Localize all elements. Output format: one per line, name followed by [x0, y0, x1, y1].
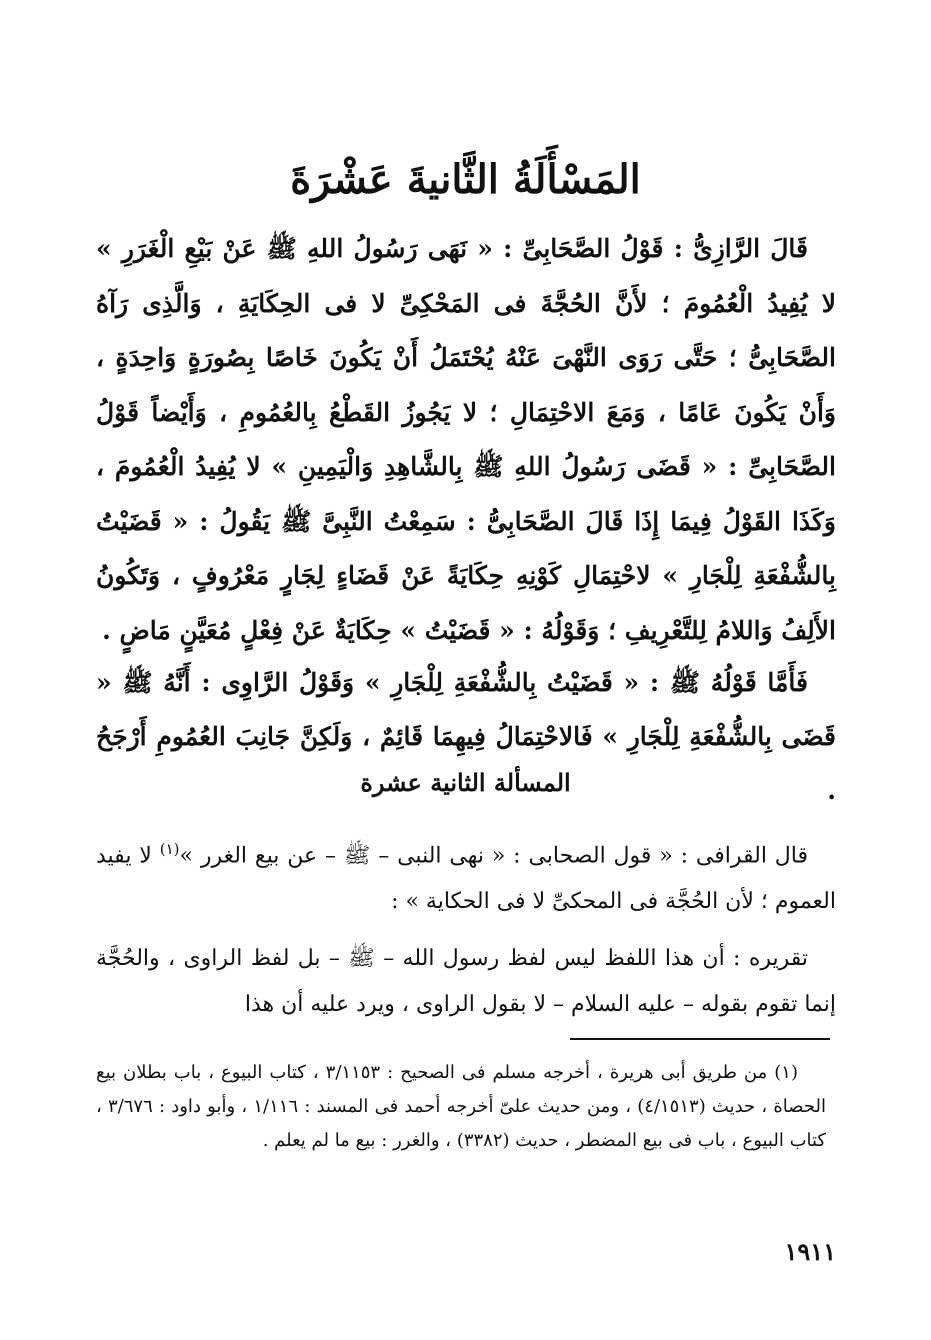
- page-title: المَسْأَلَةُ الثَّانيةَ عَشْرَةَ: [290, 156, 641, 203]
- commentary-quote: قال القرافى : « قول الصحابى : « نهى النبى – ﷺ – عن بيع الغرر »: [179, 843, 808, 869]
- commentary-quote-rest: لا يفيد العموم ؛ لأن الحُجَّة فى المحكىِّ لا فى الحكاية » :: [96, 843, 836, 915]
- commentary-title: المسألة الثانية عشرة: [360, 768, 571, 797]
- footnotes: [96, 1056, 826, 1158]
- main-text-paragraph-1: [96, 222, 836, 658]
- footnote-divider: [570, 1038, 830, 1040]
- page-number: ١٩١١: [784, 1237, 836, 1266]
- commentary-text: [96, 826, 836, 925]
- footnote-reference: (١): [159, 840, 180, 858]
- commentary-text: تقريره : أن هذا اللفظ ليس لفظ رسول الله – ﷺ – بل لفظ الراوى ، والحُجَّة إنما تقوم بقوله – عليه السلام – لا بقول الراوى ، ويرد عليه أن هذا: [96, 946, 836, 1017]
- paragraph-text: قَالَ الرَّازِىُّ : قَوْلُ الصَّحَابِىِّ : « نَهَى رَسُولُ اللهِ ﷺ عَنْ بَيْعِ الْغَرَرِ » لا يُفِيدُ الْعُمُومَ ؛ لأَنَّ الحُجَّةَ فى المَحْكِىِّ لا فى الحِكَايَةِ ، وَالَّذِى رَآهُ الصَّحَابِىُّ ؛ حَتَّى رَوَى النَّهْىَ عَنْهُ يُحْتَمَلُ أَنْ يَكُونَ خَاصًا بِصُورَةٍ وَاحِدَةٍ ، وَأَنْ يَكُونَ عَامًا ، وَمَعَ الاحْتِمَالِ ؛ لا يَجُوزُ القَطْعُ بِالعُمُومِ ، وَأَيْضاً قَوْلُ الصَّحَابِىِّ : « قَضَى رَسُولُ اللهِ ﷺ بِالشَّاهِدِ وَالْيَمِينِ » لا يُفِيدُ الْعُمُومَ ، وَكَذَا القَوْلُ فِيمَا إِذَا قَالَ الصَّحَابِىُّ : سَمِعْتُ النَّبِىَّ ﷺ يَقُولُ : « قَضَيْتُ بِالشُّفْعَةِ لِلْجَارِ » لاحْتِمَالِ كَوْنِهِ حِكَايَةً عَنْ قَضَاءٍ لِجَارٍ مَعْرُوفٍ ، وَتَكُونُ الأَلِفُ وَاللامُ لِلتَّعْرِيفِ ؛ وَقَوْلُهُ : « قَضَيْتُ » حِكَايَةٌ عَنْ فِعْلٍ مُعَيَّنٍ مَاضٍ .: [96, 234, 836, 645]
- paragraph-text: فَأَمَّا قَوْلُهُ ﷺ : « قَضَيْتُ بِالشُّفْعَةِ لِلْجَارِ » وَقَوْلُ الرَّاوِى : أَنَّهُ ﷺ « قَضَى بِالشُّفْعَةِ لِلْجَارِ » فَالاحْتِمَالُ فِيهِمَا قَائِمٌ ، وَلَكِنَّ جَانِبَ العُمُومِ أَرْجَحُ .: [96, 668, 836, 805]
- commentary-paragraph-1: [96, 826, 836, 925]
- commentary-paragraph-2: [96, 936, 836, 1028]
- footnote-text: (١) من طريق أبى هريرة ، أخرجه مسلم فى الصحيح : ٣/١١٥٣ ، كتاب البيوع ، باب بطلان بيع الحصاة ، حديث (٤/١٥١٣) ، ومن حديث علىّ أخرجه أحمد فى المسند : ١/١١٦ ، وأبو داود : ٣/٦٧٦ ، كتاب البيوع ، باب فى بيع المضطر ، حديث (٣٣٨٢) ، والغرر : بيع ما لم يعلم .: [96, 1062, 827, 1151]
